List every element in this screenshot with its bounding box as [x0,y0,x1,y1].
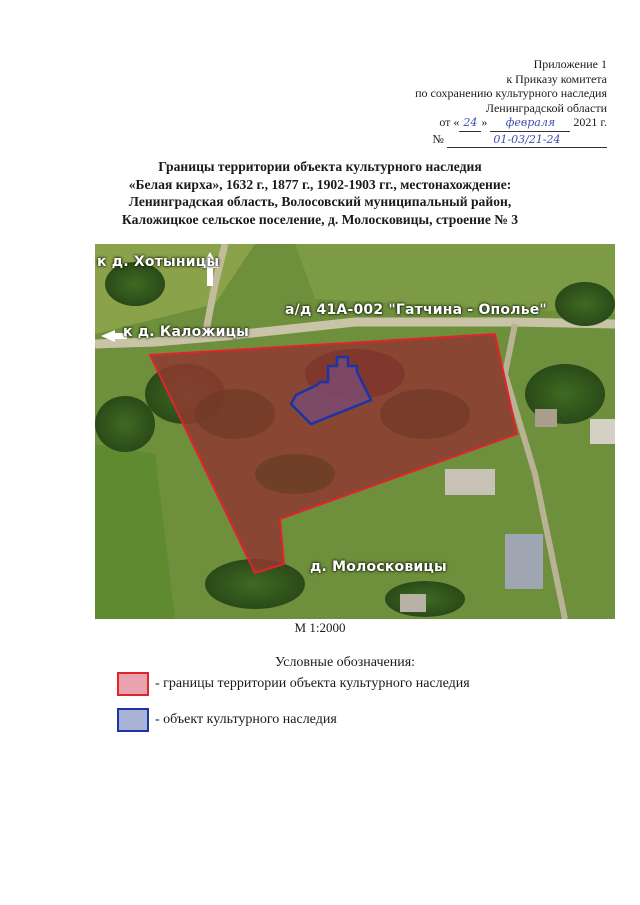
texture-patch [255,454,335,494]
legend-title: Условные обозначения: [275,655,416,670]
date-day: 24 [459,116,481,132]
building [505,534,543,589]
label-to-khotynitsy: к д. Хотыницы [97,254,220,270]
date-year: 2021 г. [573,115,607,129]
building [535,409,557,427]
texture-patch [380,389,470,439]
building [445,469,495,495]
legend-label-object: - объект культурного наследия [155,712,337,727]
boundary-swatch [117,672,149,696]
appendix-line-2: к Приказу комитета [506,71,607,86]
title-line-2: «Белая кирха», 1632 г., 1877 г., 1902-1903 гг., местонахождение: [128,176,512,192]
map-scale: М 1:2000 [294,620,346,635]
appendix-line-4: Ленинградской области [485,100,607,115]
label-moloskovitsy: д. Молосковицы [310,559,447,575]
tree-cluster [555,282,615,326]
title-line-1: Границы территории объекта культурного наследия [158,159,482,174]
texture-patch [195,389,275,439]
building [590,419,615,444]
satellite-map [95,244,615,619]
title-line-4: Каложицкое сельское поселение, д. Молосковицы, строение № 3 [121,211,519,227]
appendix-block [307,57,607,148]
title-line-3: Ленинградская область, Волосовский муниципальный район, [128,194,512,209]
legend-item-boundary [117,672,470,696]
appendix-line-3: по сохранению культурного наследия [415,86,607,100]
building [400,594,426,612]
date-month: февраля [490,116,570,132]
label-to-kalozhitsy: к д. Каложицы [123,324,250,340]
date-mid: » [481,115,488,129]
date-prefix: от « [439,115,460,129]
document-title [60,158,580,228]
label-road: а/д 41А-002 "Гатчина - Ополье" [285,302,547,318]
object-swatch [117,708,149,732]
number-value: 01-03/21-24 [447,133,607,149]
number-prefix: № [432,131,444,146]
legend-label-boundary: - границы территории объекта культурного наследия [155,676,470,691]
legend-item-object [117,708,337,732]
order-number [307,132,607,149]
appendix-line-1: Приложение 1 [533,57,607,71]
tree-cluster [95,396,155,452]
order-date [307,115,607,132]
